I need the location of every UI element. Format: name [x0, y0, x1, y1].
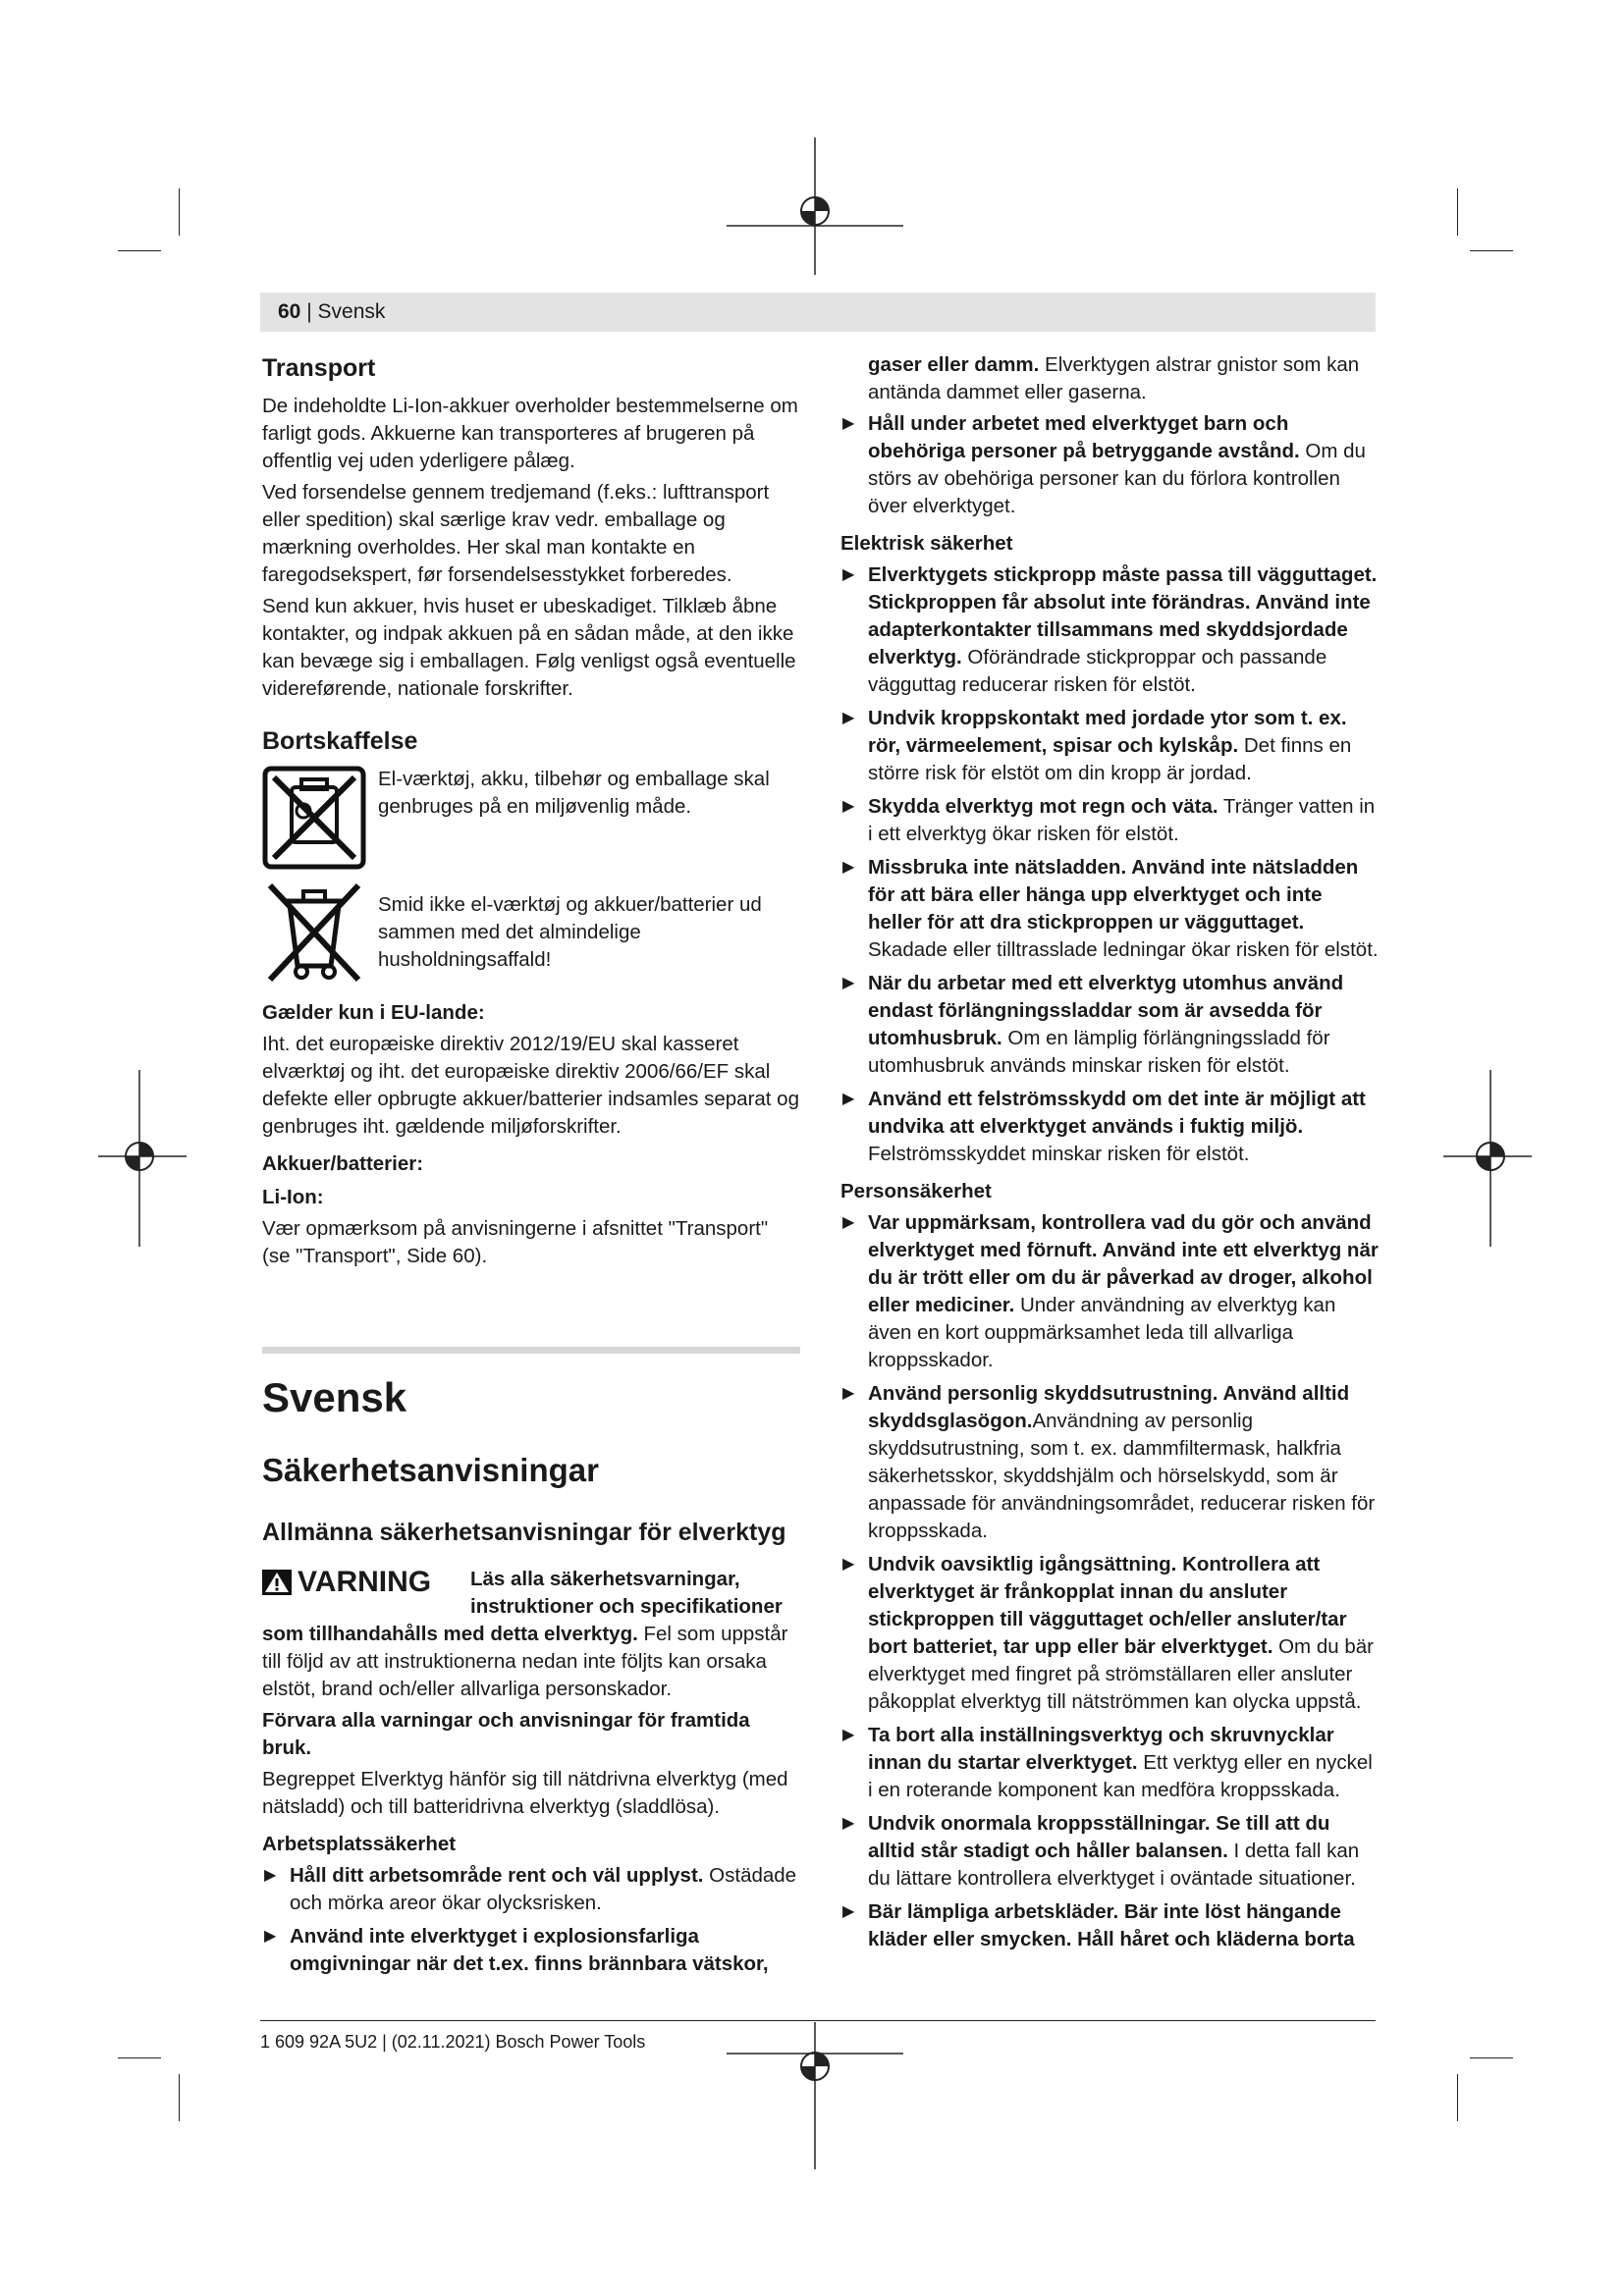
bullet-bold: Undvik oavsiktlig igångsättning. Kontrollera att elverktyget är frånkopplat innan du ansluter stickproppen till vägguttaget och/eller ansluter/tar bort batteriet, tar upp eller bär elverktyget.	[868, 1553, 1347, 1658]
warning-intro: Läs alla säkerhetsvarningar, instruktioner och specifikationer	[470, 1568, 783, 1618]
registration-mark-top	[727, 137, 903, 275]
bullet-arrow-icon: ▶	[264, 1928, 277, 1945]
bullet-arrow-icon: ▶	[842, 1556, 855, 1573]
transport-paragraph: De indeholdte Li-Ion-akkuer overholder bestemmelserne om farligt gods. Akkuerne kan transporteres af brugeren på offentlig vej uden yderligere pålæg.	[262, 395, 798, 472]
bullet-item	[840, 705, 1379, 787]
bullet-item	[840, 1380, 1379, 1545]
general-safety-title: Allmänna säkerhetsanvisningar för elverktyg	[262, 1519, 786, 1546]
warning-label: VARNING	[298, 1566, 432, 1598]
eu-text: Iht. det europæiske direktiv 2012/19/EU skal kasseret elværktøj og iht. det europæiske direktiv 2006/66/EF skal defekte eller opbrugte akkuer/batterier indsamles separat og genbruges iht. gældende miljøforskrifter.	[262, 1033, 799, 1138]
crop-mark	[1470, 250, 1513, 251]
footer-text: 1 609 92A 5U2 | (02.11.2021) Bosch Power Tools	[260, 2032, 646, 2052]
right-column	[840, 351, 1379, 1959]
warning-text: Fel som uppstår till följd av att instruktionerna nedan inte följts kan orsaka elstöt, brand och/eller allvarliga personskador.	[262, 1623, 788, 1700]
bullet-bold: Elverktygets stickpropp måste passa till vägguttaget. Stickproppen får absolut inte förändras. Använd inte adapterkontakter tillsammans med skyddsjordade elverktyg.	[868, 563, 1378, 668]
work-area-title: Arbetsplatssäkerhet	[262, 1833, 457, 1855]
batteries-title: Akkuer/batterier:	[262, 1152, 424, 1175]
bullet-arrow-icon: ▶	[842, 1385, 855, 1402]
bullet-bold: Var uppmärksam, kontrollera vad du gör och använd elverktyget med förnuft. Använd inte ett elverktyg när du är trött eller om du är påverkad av droger, alkohol eller mediciner.	[868, 1211, 1379, 1316]
registration-mark-left	[98, 1070, 187, 1247]
left-column	[262, 351, 800, 1984]
bullet-item	[262, 1923, 800, 1978]
bullet-text: Tränger vatten in i ett elverktyg ökar risken för elstöt.	[868, 795, 1376, 845]
bullet-text: Oförändrade stickproppar och passande vägguttag reducerar risken för elstöt.	[868, 646, 1327, 696]
household-row	[262, 878, 800, 986]
transport-paragraph: Send kun akkuer, hvis huset er ubeskadiget. Tilklæb åbne kontakter, og indpak akkuen på en sådan måde, at den ikke kan bevæge sig i emballagen. Følg venligst også eventuelle videreførende, nationale forskrifter.	[262, 595, 796, 700]
bullet-arrow-icon: ▶	[842, 415, 855, 432]
bullet-arrow-icon: ▶	[842, 859, 855, 876]
personal-safety-title: Personsäkerhet	[840, 1180, 992, 1202]
crop-mark	[1470, 2057, 1513, 2058]
bullet-bold: Håll ditt arbetsområde rent och väl upplyst.	[290, 1864, 704, 1887]
bullet-bold: Använd inte elverktyget i explosionsfarliga omgivningar när det t.ex. finns brännbara vätskor,	[290, 1925, 769, 1975]
bullet-bold: Ta bort alla inställningsverktyg och skruvnycklar innan du startar elverktyget.	[868, 1724, 1334, 1774]
bullet-text: Ett verktyg eller en nyckel i en roterande komponent kan medföra kroppsskada.	[868, 1751, 1373, 1801]
crop-mark	[179, 188, 180, 236]
warning-block	[262, 1566, 800, 1621]
bullet-bold: Skydda elverktyg mot regn och väta.	[868, 795, 1218, 818]
bullet-text: Om en lämplig förlängningssladd för utomhusbruk används minskar risken för elstöt.	[868, 1027, 1330, 1077]
bullet-text: I detta fall kan du lättare kontrollera elverktyget i oväntade situationer.	[868, 1840, 1360, 1890]
term-definition: Begreppet Elverktyg hänför sig till nätdrivna elverktyg (med nätsladd) och till batteridrivna elverktyg (sladdlösa).	[262, 1768, 788, 1818]
eu-title: Gælder kun i EU-lande:	[262, 1001, 485, 1024]
header-language: Svensk	[317, 300, 386, 323]
recycle-text: El-værktøj, akku, tilbehør og emballage skal genbruges på en miljøvenlig måde.	[378, 768, 770, 818]
bullet-arrow-icon: ▶	[842, 1903, 855, 1920]
safety-title: Säkerhetsanvisningar	[262, 1452, 599, 1488]
bullet-arrow-icon: ▶	[842, 1091, 855, 1107]
bullet-bold: När du arbetar med ett elverktyg utomhus använd endast förlängningssladdar som är avsedda för utomhusbruk.	[868, 972, 1344, 1049]
bullet-text: Användning av personlig skyddsutrustning, som t. ex. dammfiltermask, halkfria säkerhetsskor, skyddshjälm och hörselskydd, som är anpassade för användningsområdet, reducerar risken för kroppsskada.	[868, 1410, 1376, 1542]
liion-text: Vær opmærksom på anvisningerne i afsnittet "Transport" (se "Transport", Side 60).	[262, 1217, 769, 1267]
registration-mark-bottom	[727, 2022, 903, 2169]
keep-instructions: Förvara alla varningar och anvisningar för framtida bruk.	[262, 1709, 750, 1759]
electrical-title: Elektrisk säkerhet	[840, 532, 1013, 555]
bullet-bold: Håll under arbetet med elverktyget barn och obehöriga personer på betryggande avstånd.	[868, 412, 1300, 462]
crossed-bin-icon	[262, 878, 366, 986]
bullet-text: Felströmsskyddet minskar risken för elstöt.	[868, 1143, 1250, 1165]
continued-bold: gaser eller damm.	[868, 353, 1040, 376]
bullet-text: Om du bär elverktyget med fingret på strömställaren eller ansluter påkopplat elverktyg till nätströmmen kan olycka uppstå.	[868, 1635, 1374, 1713]
bullet-item	[840, 854, 1379, 964]
recycle-row	[262, 766, 800, 870]
warning-badge	[262, 1566, 459, 1599]
bullet-arrow-icon: ▶	[842, 1214, 855, 1231]
crop-mark	[1457, 188, 1458, 236]
no-household-waste-icon	[262, 766, 366, 870]
disposal-title: Bortskaffelse	[262, 727, 418, 755]
page-header	[260, 293, 1376, 332]
bullet-arrow-icon: ▶	[842, 1815, 855, 1832]
bullet-item	[840, 1898, 1379, 1953]
household-text: Smid ikke el-værktøj og akkuer/batterier ud sammen med det almindelige husholdningsaffald!	[378, 893, 762, 971]
crop-mark	[118, 2057, 161, 2058]
bullet-arrow-icon: ▶	[842, 566, 855, 583]
language-title: Svensk	[262, 1374, 407, 1420]
bullet-item	[840, 793, 1379, 848]
bullet-item	[840, 1086, 1379, 1168]
bullet-item	[262, 1862, 800, 1917]
crop-mark	[179, 2074, 180, 2121]
bullet-bold: Undvik kroppskontakt med jordade ytor som t. ex. rör, värmeelement, spisar och kylskåp.	[868, 707, 1347, 757]
transport-paragraph: Ved forsendelse gennem tredjemand (f.eks.: lufttransport eller spedition) skal særlige krav vedr. emballage og mærkning overholdes. Her skal man kontakte en faregodsekspert, før forsendelsesstykket forberedes.	[262, 481, 770, 586]
footer-rule	[260, 2020, 1376, 2021]
page-number: 60	[278, 300, 301, 323]
bullet-bold: Bär lämpliga arbetskläder. Bär inte löst hängande kläder eller smycken. Håll håret och kläderna borta	[868, 1900, 1355, 1950]
bullet-text: Det finns en större risk för elstöt om din kropp är jordad.	[868, 734, 1352, 784]
bullet-bold: Använd ett felströmsskydd om det inte är möjligt att undvika att elverktyget används i fuktig miljö.	[868, 1088, 1366, 1138]
section-divider	[262, 1347, 800, 1354]
bullet-text: Ostädade och mörka areor ökar olycksrisken.	[290, 1864, 797, 1914]
liion-title: Li-Ion:	[262, 1186, 324, 1208]
transport-title: Transport	[262, 354, 376, 382]
bullet-bold: Använd personlig skyddsutrustning. Använd alltid skyddsglasögon.	[868, 1382, 1350, 1432]
header-separator: |	[306, 300, 312, 323]
bullet-bold: Missbruka inte nätsladden. Använd inte nätsladden för att bära eller hänga upp elverktyget och inte heller för att dra stickproppen ur vägguttaget.	[868, 856, 1359, 934]
bullet-text: Om du störs av obehöriga personer kan du förlora kontrollen över elverktyget.	[868, 440, 1366, 517]
bullet-item	[840, 1810, 1379, 1893]
bullet-text: Skadade eller tilltrasslade ledningar ökar risken för elstöt.	[868, 938, 1379, 961]
bullet-item	[840, 1551, 1379, 1716]
bullet-arrow-icon: ▶	[842, 710, 855, 726]
bullet-item	[840, 410, 1379, 520]
bullet-item	[840, 1209, 1379, 1374]
warning-triangle-icon	[262, 1570, 292, 1595]
bullet-bold: Undvik onormala kroppsställningar. Se till att du alltid står stadigt och håller balansen.	[868, 1812, 1330, 1862]
bullet-arrow-icon: ▶	[842, 798, 855, 815]
bullet-arrow-icon: ▶	[842, 1727, 855, 1743]
bullet-item	[840, 970, 1379, 1080]
bullet-arrow-icon: ▶	[264, 1867, 277, 1884]
bullet-item	[840, 561, 1379, 699]
warning-bold-cont: som tillhandahålls med detta elverktyg.	[262, 1623, 638, 1645]
registration-mark-right	[1443, 1070, 1532, 1247]
crop-mark	[1457, 2074, 1458, 2121]
bullet-text: Under användning av elverktyg kan även en kort ouppmärksamhet leda till allvarliga kroppsskador.	[868, 1294, 1336, 1371]
continued-text: Elverktygen alstrar gnistor som kan antända dammet eller gaserna.	[868, 353, 1360, 403]
bullet-arrow-icon: ▶	[842, 975, 855, 991]
bullet-item	[840, 1722, 1379, 1804]
crop-mark	[118, 250, 161, 251]
